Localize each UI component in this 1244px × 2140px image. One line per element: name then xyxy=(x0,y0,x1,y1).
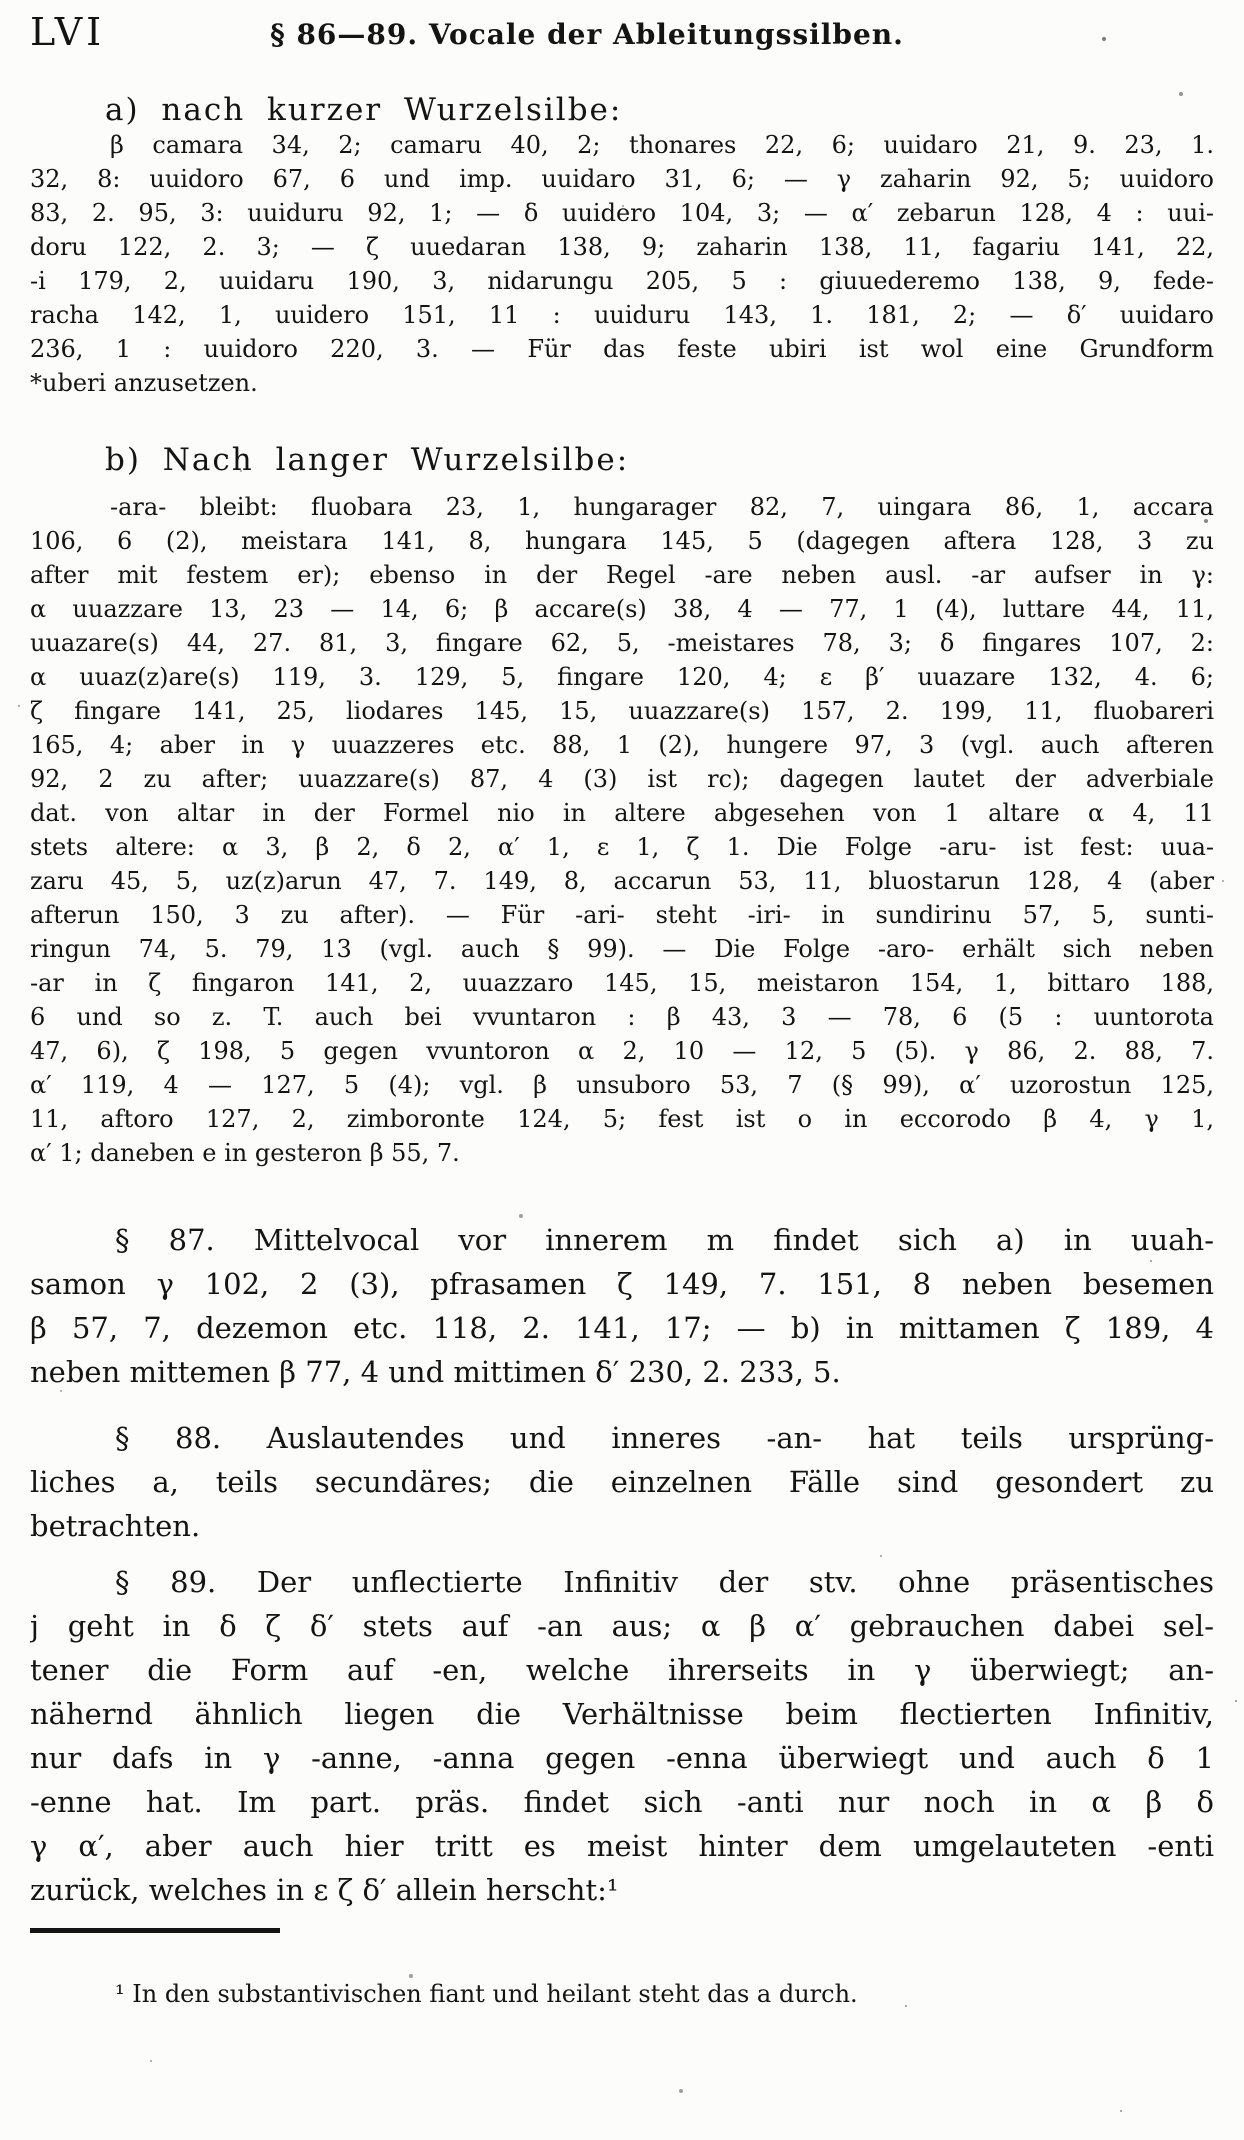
text-line: 106, 6 (2), meistara 141, 8, hungara 145, 5 (dagegen aftera 128, 3 zu xyxy=(30,527,1214,555)
text-line: samon γ 102, 2 (3), pfrasamen ζ 149, 7. 151, 8 neben besemen xyxy=(30,1267,1214,1301)
text-line: 236, 1 : uuidoro 220, 3. — Für das feste ubiri ist wol eine Grundform xyxy=(30,335,1214,363)
text-line: α uuaz(z)are(s) 119, 3. 129, 5, fingare 120, 4; ε β′ uuazare 132, 4. 6; xyxy=(30,663,1214,691)
text-line: ringun 74, 5. 79, 13 (vgl. auch § 99). — Die Folge -aro- erhält sich neben xyxy=(30,935,1214,963)
text-line: tener die Form auf -en, welche ihrerseits in γ überwiegt; an- xyxy=(30,1653,1214,1687)
text-line: 165, 4; aber in γ uuazzeres etc. 88, 1 (2), hungere 97, 3 (vgl. auch afteren xyxy=(30,731,1214,759)
section-b-paragraph xyxy=(30,490,1214,1170)
text-line: nur dafs in γ -anne, -anna gegen -enna überwiegt und auch δ 1 xyxy=(30,1741,1214,1775)
text-line: β 57, 7, dezemon etc. 118, 2. 141, 17; — b) in mittamen ζ 189, 4 xyxy=(30,1311,1214,1345)
text-line: § 88. Auslautendes und inneres -an- hat teils ursprüng- xyxy=(115,1421,1214,1455)
text-line: betrachten. xyxy=(30,1509,201,1543)
text-line: after mit festem er); ebenso in der Regel -are neben ausl. -ar aufser in γ: xyxy=(30,561,1214,589)
text-line: stets altere: α 3, β 2, δ 2, α′ 1, ε 1, ζ 1. Die Folge -aru- ist fest: uua- xyxy=(30,833,1214,861)
paragraph-89 xyxy=(30,1560,1214,1912)
text-line: *uberi anzusetzen. xyxy=(30,369,258,397)
text-line: -ar in ζ fingaron 141, 2, uuazzaro 145, 15, meistaron 154, 1, bittaro 188, xyxy=(30,969,1214,997)
section-a-paragraph xyxy=(30,128,1214,400)
text-line: -ara- bleibt: fluobara 23, 1, hungarager 82, 7, uingara 86, 1, accara xyxy=(110,493,1214,521)
text-line: -i 179, 2, uuidaru 190, 3, nidarungu 205, 5 : giuuederemo 138, 9, fede- xyxy=(30,267,1214,295)
scan-noise xyxy=(0,0,2,2)
text-line: 6 und so z. T. auch bei vvuntaron : β 43, 3 — 78, 6 (5 : uuntorota xyxy=(30,1003,1214,1031)
text-line: 47, 6), ζ 198, 5 gegen vvuntoron α 2, 10 — 12, 5 (5). γ 86, 2. 88, 7. xyxy=(30,1037,1214,1065)
paragraph-87 xyxy=(30,1218,1214,1394)
page-header xyxy=(30,10,1214,68)
text-line: 92, 2 zu after; uuazzare(s) 87, 4 (3) ist rc); dagegen lautet der adverbiale xyxy=(30,765,1214,793)
text-line: ζ fingare 141, 25, liodares 145, 15, uuazzare(s) 157, 2. 199, 11, fluobareri xyxy=(30,697,1214,725)
text-line: § 87. Mittelvocal vor innerem m findet sich a) in uuah- xyxy=(115,1223,1214,1257)
text-line: zaru 45, 5, uz(z)arun 47, 7. 149, 8, accarun 53, 11, bluostarun 128, 4 (aber xyxy=(30,867,1214,895)
text-line: α uuazzare 13, 23 — 14, 6; β accare(s) 38, 4 — 77, 1 (4), luttare 44, 11, xyxy=(30,595,1214,623)
running-title: § 86—89. Vocale der Ableitungssilben. xyxy=(270,18,904,51)
section-a-heading: a) nach kurzer Wurzelsilbe: xyxy=(105,92,623,128)
text-line: α′ 1; daneben e in gesteron β 55, 7. xyxy=(30,1139,460,1167)
footnote-separator-rule xyxy=(30,1928,280,1933)
paragraph-88 xyxy=(30,1416,1214,1548)
text-line: j geht in δ ζ δ′ stets auf -an aus; α β α′ gebrauchen dabei sel- xyxy=(30,1609,1214,1643)
text-line: -enne hat. Im part. präs. findet sich -anti nur noch in α β δ xyxy=(30,1785,1214,1819)
text-line: 83, 2. 95, 3: uuiduru 92, 1; — δ uuidero 104, 3; — α′ zebarun 128, 4 : uui- xyxy=(30,199,1214,227)
text-line: uuazare(s) 44, 27. 81, 3, fingare 62, 5, -meistares 78, 3; δ fingares 107, 2: xyxy=(30,629,1214,657)
text-line: zurück, welches in ε ζ δ′ allein herscht:¹ xyxy=(30,1873,619,1907)
text-line: α′ 119, 4 — 127, 5 (4); vgl. β unsuboro 53, 7 (§ 99), α′ uzorostun 125, xyxy=(30,1071,1214,1099)
text-line: afterun 150, 3 zu after). — Für -ari- steht -iri- in sundirinu 57, 5, sunti- xyxy=(30,901,1214,929)
text-line: dat. von altar in der Formel nio in altere abgesehen von 1 altare α 4, 11 xyxy=(30,799,1214,827)
text-line: § 89. Der unflectierte Infinitiv der stv. ohne präsentisches xyxy=(115,1565,1214,1599)
text-line: 32, 8: uuidoro 67, 6 und imp. uuidaro 31, 6; — γ zaharin 92, 5; uuidoro xyxy=(30,165,1214,193)
text-line: doru 122, 2. 3; — ζ uuedaran 138, 9; zaharin 138, 11, fagariu 141, 22, xyxy=(30,233,1214,261)
text-line: β camara 34, 2; camaru 40, 2; thonares 22, 6; uuidaro 21, 9. 23, 1. xyxy=(110,131,1214,159)
text-line: neben mittemen β 77, 4 und mittimen δ′ 230, 2. 233, 5. xyxy=(30,1355,841,1389)
footnote-text: ¹ In den substantivischen fiant und heilant steht das a durch. xyxy=(115,1980,858,2008)
text-line: racha 142, 1, uuidero 151, 11 : uuiduru 143, 1. 181, 2; — δ′ uuidaro xyxy=(30,301,1214,329)
text-line: nähernd ähnlich liegen die Verhältnisse beim flectierten Infinitiv, xyxy=(30,1697,1214,1731)
text-line: γ α′, aber auch hier tritt es meist hinter dem umgelauteten -enti xyxy=(30,1829,1214,1863)
section-b-heading: b) Nach langer Wurzelsilbe: xyxy=(105,442,630,478)
text-line: liches a, teils secundäres; die einzelnen Fälle sind gesondert zu xyxy=(30,1465,1214,1499)
text-line: 11, aftoro 127, 2, zimboronte 124, 5; fest ist o in eccorodo β 4, γ 1, xyxy=(30,1105,1214,1133)
page-number: LVI xyxy=(30,10,106,54)
